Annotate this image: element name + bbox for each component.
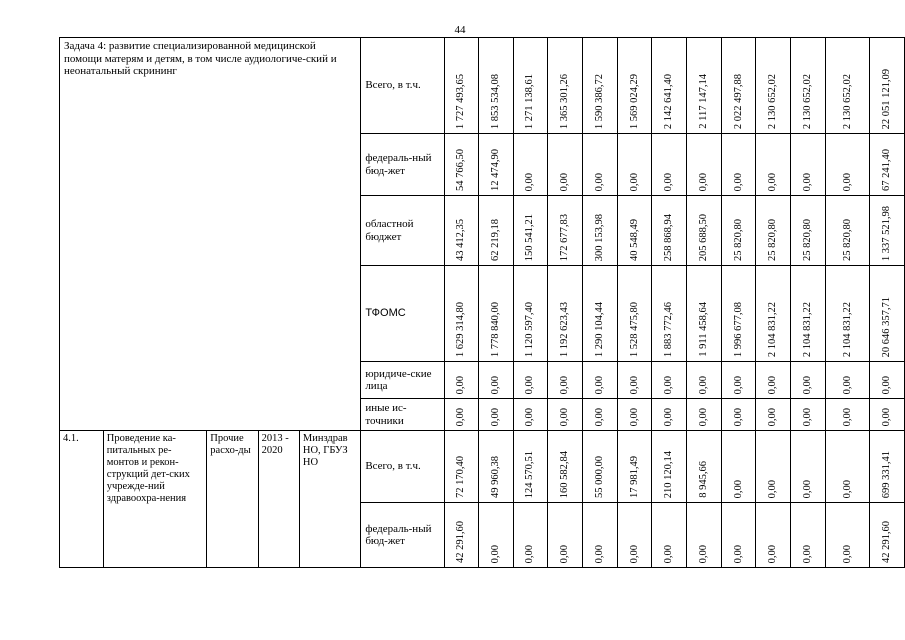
value-text: 1 569 024,29	[628, 73, 640, 129]
value-cell	[791, 196, 826, 266]
value-cell	[547, 266, 582, 362]
value-text: 49 960,38	[489, 456, 501, 498]
value-text: 1 120 597,40	[524, 301, 536, 357]
value-cell	[513, 134, 547, 196]
value-cell	[869, 266, 904, 362]
value-cell	[547, 196, 582, 266]
value-text: 0,00	[841, 407, 853, 426]
value-cell	[583, 362, 618, 399]
value-text: 12 474,90	[489, 149, 501, 191]
value-text: 1 778 840,00	[489, 301, 501, 357]
value-text: 0,00	[593, 172, 605, 191]
value-cell	[791, 134, 826, 196]
value-cell	[547, 38, 582, 134]
value-text: 0,00	[662, 375, 674, 394]
value-text: 0,00	[732, 479, 744, 498]
value-text: 0,00	[880, 375, 892, 394]
value-text: 258 868,94	[662, 213, 674, 261]
value-text: 0,00	[593, 407, 605, 426]
value-text: 0,00	[455, 375, 467, 394]
value-text: 1 290 104,44	[593, 301, 605, 357]
value-cell	[756, 362, 791, 399]
value-text: 25 820,80	[802, 219, 814, 261]
task-row	[60, 38, 905, 134]
value-text: 55 000,00	[593, 456, 605, 498]
funding-source: иные ис-точники	[361, 399, 444, 431]
value-cell	[687, 399, 722, 431]
value-cell	[444, 503, 478, 568]
value-cell	[583, 431, 618, 503]
value-text: 150 541,21	[524, 213, 536, 261]
value-text: 1 365 301,26	[558, 73, 570, 129]
value-cell	[722, 399, 756, 431]
item-expense-type: Прочие расхо-ды	[207, 431, 258, 568]
value-text: 20 646 357,71	[880, 296, 892, 357]
value-cell	[478, 266, 513, 362]
value-cell	[791, 38, 826, 134]
value-cell	[583, 503, 618, 568]
value-text: 0,00	[732, 172, 744, 191]
item-row	[60, 431, 905, 503]
value-text: 0,00	[767, 172, 779, 191]
value-cell	[513, 38, 547, 134]
value-text: 0,00	[662, 407, 674, 426]
value-text: 0,00	[841, 375, 853, 394]
value-cell	[478, 362, 513, 399]
funding-source: юридиче-ские лица	[361, 362, 444, 399]
value-cell	[869, 362, 904, 399]
value-cell	[547, 399, 582, 431]
value-text: 40 548,49	[628, 219, 640, 261]
value-text: 22 051 121,09	[880, 68, 892, 129]
value-cell	[547, 503, 582, 568]
value-cell	[826, 399, 870, 431]
value-text: 1 629 314,80	[455, 301, 467, 357]
item-period: 2013 - 2020	[258, 431, 299, 568]
value-text: 0,00	[524, 172, 536, 191]
funding-source: Всего, в т.ч.	[361, 38, 444, 134]
value-cell	[547, 431, 582, 503]
value-cell	[513, 196, 547, 266]
value-text: 0,00	[767, 479, 779, 498]
value-text: 0,00	[880, 407, 892, 426]
value-text: 2 130 652,02	[841, 73, 853, 129]
value-cell	[722, 38, 756, 134]
value-text: 1 337 521,98	[880, 205, 892, 261]
funding-source: федераль-ный бюд-жет	[361, 503, 444, 568]
task-title: Задача 4: развитие специализированной медицинской помощи матерям и детям, в том числе аудиологиче-ский и неонатальный скрининг	[60, 38, 361, 431]
value-text: 25 820,80	[732, 219, 744, 261]
value-cell	[444, 266, 478, 362]
value-cell	[618, 266, 652, 362]
value-cell	[687, 38, 722, 134]
value-cell	[687, 503, 722, 568]
value-text: 210 120,14	[662, 450, 674, 498]
value-cell	[478, 134, 513, 196]
value-cell	[791, 503, 826, 568]
value-text: 42 291,60	[455, 521, 467, 563]
value-cell	[791, 362, 826, 399]
value-text: 1 528 475,80	[628, 301, 640, 357]
value-text: 172 677,83	[558, 213, 570, 261]
value-text: 1 590 386,72	[593, 73, 605, 129]
value-text: 0,00	[662, 172, 674, 191]
value-text: 0,00	[802, 479, 814, 498]
value-cell	[652, 362, 687, 399]
value-cell	[478, 196, 513, 266]
value-text: 1 911 458,64	[697, 302, 709, 357]
item-name: Проведение ка-питальных ре-монтов и рекон-струкций дет-ских учрежде-ний здравоохра-нения	[103, 431, 207, 568]
value-text: 0,00	[489, 544, 501, 563]
value-text: 0,00	[732, 407, 744, 426]
value-cell	[826, 266, 870, 362]
value-text: 0,00	[558, 544, 570, 563]
value-text: 0,00	[558, 407, 570, 426]
value-cell	[618, 431, 652, 503]
value-cell	[652, 503, 687, 568]
value-text: 0,00	[662, 544, 674, 563]
value-text: 1 853 534,08	[489, 73, 501, 129]
value-cell	[618, 38, 652, 134]
value-cell	[826, 134, 870, 196]
value-text: 0,00	[732, 375, 744, 394]
value-cell	[722, 503, 756, 568]
value-text: 0,00	[767, 375, 779, 394]
value-text: 300 153,98	[593, 213, 605, 261]
value-text: 8 945,66	[697, 461, 709, 498]
value-text: 2 117 147,14	[697, 74, 709, 129]
value-text: 0,00	[841, 544, 853, 563]
value-cell	[583, 134, 618, 196]
value-cell	[722, 362, 756, 399]
value-text: 0,00	[524, 375, 536, 394]
value-text: 0,00	[841, 172, 853, 191]
value-text: 17 981,49	[628, 456, 640, 498]
funding-source: ТФОМС	[361, 266, 444, 362]
value-cell	[547, 362, 582, 399]
value-cell	[513, 431, 547, 503]
budget-table	[59, 37, 905, 568]
value-cell	[756, 196, 791, 266]
value-text: 0,00	[628, 544, 640, 563]
value-text: 42 291,60	[880, 521, 892, 563]
page-number: 44	[454, 24, 466, 36]
value-cell	[583, 266, 618, 362]
value-cell	[869, 196, 904, 266]
value-cell	[756, 134, 791, 196]
value-text: 0,00	[524, 544, 536, 563]
value-cell	[791, 399, 826, 431]
value-text: 2 022 497,88	[732, 73, 744, 129]
funding-source: областной бюджет	[361, 196, 444, 266]
value-text: 0,00	[841, 479, 853, 498]
value-cell	[444, 362, 478, 399]
value-text: 25 820,80	[841, 219, 853, 261]
value-cell	[687, 431, 722, 503]
value-text: 25 820,80	[767, 219, 779, 261]
value-text: 0,00	[558, 172, 570, 191]
value-text: 0,00	[558, 375, 570, 394]
value-cell	[652, 399, 687, 431]
value-cell	[513, 266, 547, 362]
value-cell	[652, 134, 687, 196]
funding-source: федераль-ный бюд-жет	[361, 134, 444, 196]
value-cell	[547, 134, 582, 196]
value-text: 0,00	[455, 407, 467, 426]
value-text: 699 331,41	[880, 450, 892, 498]
value-cell	[583, 196, 618, 266]
value-text: 2 104 831,22	[802, 301, 814, 357]
value-cell	[478, 38, 513, 134]
value-cell	[756, 38, 791, 134]
funding-source: Всего, в т.ч.	[361, 431, 444, 503]
value-cell	[826, 503, 870, 568]
value-cell	[869, 134, 904, 196]
value-cell	[444, 431, 478, 503]
value-cell	[826, 38, 870, 134]
value-cell	[756, 431, 791, 503]
value-cell	[652, 38, 687, 134]
value-text: 0,00	[802, 172, 814, 191]
value-text: 0,00	[628, 172, 640, 191]
value-text: 0,00	[802, 407, 814, 426]
value-cell	[869, 503, 904, 568]
value-text: 62 219,18	[489, 219, 501, 261]
value-cell	[618, 134, 652, 196]
value-cell	[513, 362, 547, 399]
value-text: 0,00	[489, 375, 501, 394]
value-text: 0,00	[628, 407, 640, 426]
value-text: 1 996 677,08	[732, 301, 744, 357]
value-text: 0,00	[524, 407, 536, 426]
value-text: 2 130 652,02	[767, 73, 779, 129]
value-cell	[687, 266, 722, 362]
value-text: 0,00	[628, 375, 640, 394]
value-cell	[722, 431, 756, 503]
value-cell	[444, 399, 478, 431]
value-cell	[618, 196, 652, 266]
value-text: 72 170,40	[455, 456, 467, 498]
value-cell	[652, 196, 687, 266]
value-text: 0,00	[802, 375, 814, 394]
value-cell	[756, 266, 791, 362]
value-text: 0,00	[697, 172, 709, 191]
value-text: 0,00	[489, 407, 501, 426]
value-cell	[687, 196, 722, 266]
value-cell	[444, 38, 478, 134]
value-cell	[583, 38, 618, 134]
value-text: 0,00	[802, 544, 814, 563]
value-cell	[826, 431, 870, 503]
value-text: 2 142 641,40	[662, 73, 674, 129]
value-text: 0,00	[697, 544, 709, 563]
value-cell	[826, 196, 870, 266]
value-cell	[756, 503, 791, 568]
value-cell	[513, 399, 547, 431]
value-text: 1 271 138,61	[524, 73, 536, 129]
value-text: 160 582,84	[558, 450, 570, 498]
value-text: 0,00	[593, 375, 605, 394]
value-text: 2 130 652,02	[802, 73, 814, 129]
value-cell	[652, 431, 687, 503]
value-cell	[513, 503, 547, 568]
value-cell	[478, 399, 513, 431]
value-text: 0,00	[767, 407, 779, 426]
value-cell	[687, 362, 722, 399]
value-text: 0,00	[767, 544, 779, 563]
value-text: 1 192 623,43	[558, 301, 570, 357]
value-cell	[618, 399, 652, 431]
value-text: 124 570,51	[524, 450, 536, 498]
value-text: 1 727 493,65	[455, 73, 467, 129]
value-text: 1 883 772,46	[662, 301, 674, 357]
value-text: 0,00	[732, 544, 744, 563]
value-text: 205 688,50	[697, 213, 709, 261]
value-cell	[618, 362, 652, 399]
value-cell	[756, 399, 791, 431]
value-cell	[444, 134, 478, 196]
value-cell	[583, 399, 618, 431]
value-text: 0,00	[697, 375, 709, 394]
value-cell	[652, 266, 687, 362]
value-cell	[722, 266, 756, 362]
value-cell	[722, 196, 756, 266]
value-cell	[869, 399, 904, 431]
value-cell	[618, 503, 652, 568]
item-number: 4.1.	[60, 431, 104, 568]
item-executor: Минздрав НО, ГБУЗ НО	[299, 431, 360, 568]
value-cell	[478, 431, 513, 503]
value-text: 43 412,35	[455, 219, 467, 261]
value-text: 0,00	[593, 544, 605, 563]
value-cell	[687, 134, 722, 196]
value-cell	[826, 362, 870, 399]
value-cell	[869, 431, 904, 503]
value-text: 54 766,50	[455, 149, 467, 191]
value-cell	[444, 196, 478, 266]
value-text: 2 104 831,22	[767, 301, 779, 357]
value-cell	[722, 134, 756, 196]
value-text: 67 241,40	[880, 149, 892, 191]
value-cell	[791, 266, 826, 362]
value-cell	[791, 431, 826, 503]
value-text: 2 104 831,22	[841, 301, 853, 357]
value-text: 0,00	[697, 407, 709, 426]
value-cell	[869, 38, 904, 134]
value-cell	[478, 503, 513, 568]
